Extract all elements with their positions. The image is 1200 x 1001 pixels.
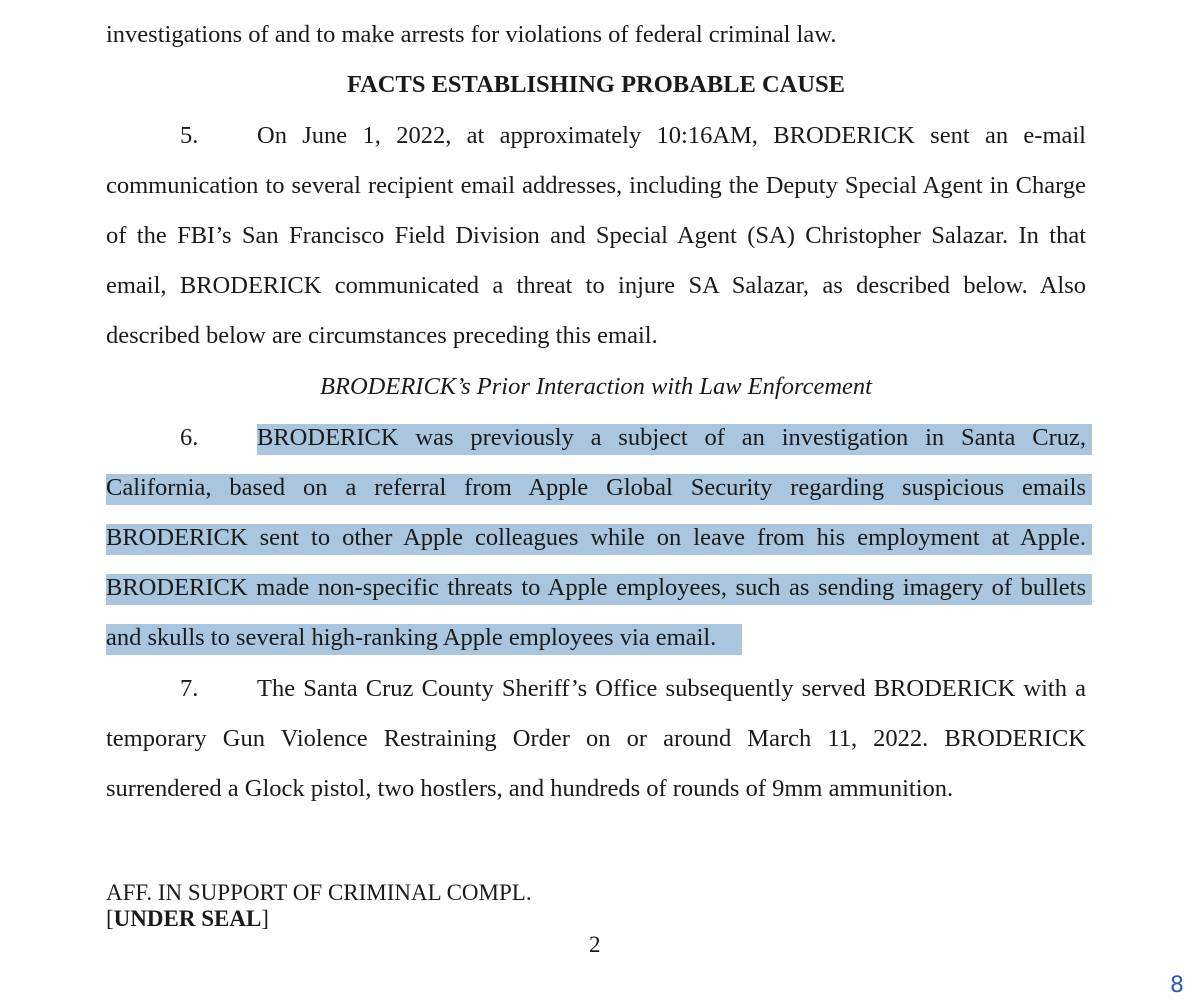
paragraph-5-line: communication to several recipient email addresses, including the Deputy Special Agent in Charge	[106, 172, 1086, 199]
paragraph-5-line: of the FBI’s San Francisco Field Division and Special Agent (SA) Christopher Salazar. In that	[106, 222, 1086, 249]
section-heading: FACTS ESTABLISHING PROBABLE CAUSE	[346, 71, 846, 98]
corner-page-indicator: 8	[1170, 973, 1184, 998]
paragraph-7-line: The Santa Cruz County Sheriff’s Office subsequently served BRODERICK with a	[257, 675, 1086, 702]
bracket-close: ]	[261, 906, 269, 931]
bracket-open: [	[106, 906, 114, 931]
top-line: investigations of and to make arrests for violations of federal criminal law.	[106, 21, 837, 48]
footer-caption: AFF. IN SUPPORT OF CRIMINAL COMPL.	[106, 880, 532, 905]
paragraph-number: 6.	[180, 424, 199, 451]
paragraph-5-line: described below are circumstances preceding this email.	[106, 322, 658, 349]
paragraph-6-line: BRODERICK was previously a subject of an investigation in Santa Cruz,	[257, 424, 1086, 451]
paragraph-6-line: California, based on a referral from Apple Global Security regarding suspicious emails	[106, 474, 1086, 501]
paragraph-7-line: surrendered a Glock pistol, two hostlers, and hundreds of rounds of 9mm ammunition.	[106, 775, 954, 802]
paragraph-6-line: BRODERICK sent to other Apple colleagues while on leave from his employment at Apple.	[106, 524, 1086, 551]
paragraph-7-line: temporary Gun Violence Restraining Order on or around March 11, 2022. BRODERICK	[106, 725, 1086, 752]
subheading: BRODERICK’s Prior Interaction with Law Enforcement	[320, 373, 872, 400]
paragraph-6-line: BRODERICK made non-specific threats to Apple employees, such as sending imagery of bullets	[106, 574, 1086, 601]
paragraph-5-line: On June 1, 2022, at approximately 10:16AM, BRODERICK sent an e-mail	[257, 122, 1086, 149]
paragraph-5-line: email, BRODERICK communicated a threat to injure SA Salazar, as described below. Also	[106, 272, 1086, 299]
under-seal-label: UNDER SEAL	[113, 906, 262, 931]
paragraph-6-line: and skulls to several high-ranking Apple employees via email.	[106, 624, 717, 651]
page-number: 2	[589, 932, 601, 957]
paragraph-number: 7.	[180, 675, 199, 702]
paragraph-number: 5.	[180, 122, 199, 149]
footer-seal	[106, 906, 269, 932]
